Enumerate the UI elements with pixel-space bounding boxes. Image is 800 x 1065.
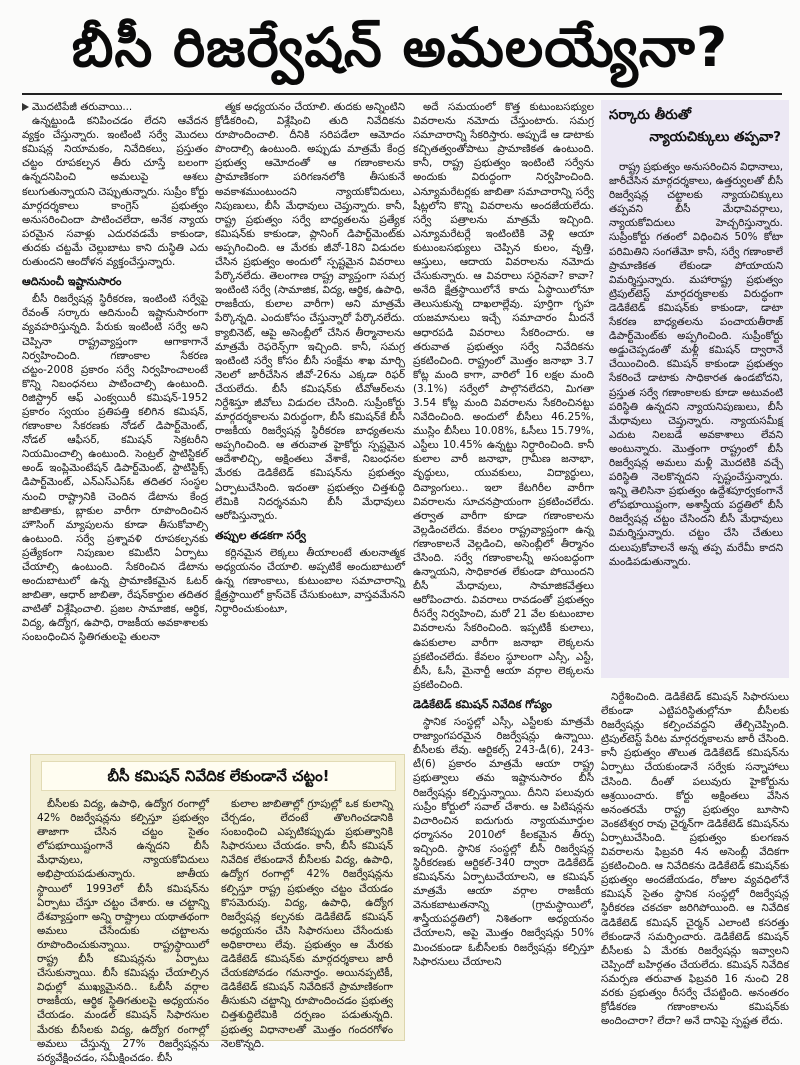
paragraph: కర్లినమైన లెక్కలు తీయాలంటే తులనాత్మక అధ్యయనం చేయాలి. అప్పటికే అందుబాటులో ఉన్న గణాంకాలు, కుటుంబాల సమాచారాన్ని క్షేత్రస్థాయిలో క్రాస్‌చెక్ చేసుకుంటూ, వాస్తవమేనని నిర్ధారించుకుంటూ, [215,546,405,616]
column-4 [601,690,789,1035]
headline-rule [22,93,782,95]
paragraph: అదే సమయంలో కొత్త కుటుంబసభ్యుల వివరాలను నమోదు చేస్తుంటారు. సమగ్ర సమాచారాన్ని సేకరిస్తారు. అప్పుడే ఆ డాటాకు కచ్చితత్వంతోపాటు ప్రామాణికత ఉంటుంది. కానీ, రాష్ట్ర ప్రభుత్వం ఇంటింటి సర్వేను అందుకు విరుద్ధంగా నిర్వహించింది. ఎన్యూమరేటర్లకు జాబితా సమాచారాన్ని సర్వే షీట్లలోని కొన్ని వివరాలను అందజేయలేదు. సర్వే పత్రాలను మాత్రమే ఇచ్చింది. ఎన్యూమరేటర్లే ఇంటింటికి వెళ్లి ఆయా కుటుంబసభ్యులు చెప్పిన కులం, వృత్తి, ఆస్తులు, ఆదాయ వివరాలను నమోదు చేసుకున్నారు. ఆ వివరాలు సరైనవా? కావా? అనేది క్షేత్రస్థాయిలోనే కాదు ఏస్థాయిలోనూ తెలుసుకున్న దాఖలాల్లేవు. పూర్తిగా గృహ యజమానులు ఇచ్చే సమాచారం మీదనే ఆధారపడి వివరాలు సేకరించారు. ఆ తరువాత ప్రభుత్వం సర్వే నివేదికను ప్రకటించింది. రాష్ట్రంలో మొత్తం జనాభా 3.7 కోట్ల మంది కాగా, వారిలో 16 లక్షల మంది (3.1%) సర్వేలో పాల్గొనలేదని, మిగతా 3.54 కోట్ల మంది వివరాలను సేకరించినట్టు నివేదించింది. అందులో బీసీలు 46.25%, ముస్లిం బీసీలు 10.08%, ఓసీలు 15.79%, ఎస్టీలు 10.45% ఉన్నట్టు నిర్ధారించింది. కానీ కులాల వారీ జనాభా, గ్రామీణ జనాభా, వృద్ధులు, యువకులు, విద్యార్థులు, దివ్యాంగులు.. ఇలా కేటగిరీల వారీగా వివరాలను సూచనప్రాయంగా ప్రకటించలేదు. తర్వాత వారీగా కూడా గణాంకాలను వెల్లడించలేదు. కేవలం రాష్ట్రవ్యాప్తంగా ఉన్న గణాంకాలనే వెల్లడించి, అసెంబ్లీలో తీర్మానం చేసింది. సర్వే గణాంకాలన్నీ అసంబద్ధంగా ఉన్నాయని, సాధికారత లేకుండా పోయిందని బీసీ మేధావులు, సామాజికవేత్తలు ఆరోపించారు. వివరాలు రావడంతో ప్రభుత్వం రీసర్వే నిర్వహించి, మరో 21 వేల కుటుంబాల వివరాలను సేకరించింది. ఇప్పటికీ కులాలు, ఉపకులాల వారీగా జనాభా లెక్కలను ప్రకటించలేదు. కేవలం స్థూలంగా ఎస్సీ, ఎస్టీ, బీసీ, ఓసీ, మైనార్టీ ఆయా వర్గాల లెక్కలను ప్రకటించింది. [413,101,594,691]
subheading: డెడికేటెడ్ కమిషన్ నివేదిక గోప్యం [413,697,552,711]
highlight-box [30,754,405,1064]
paragraph: నిర్దేశించింది. డెడికేటెడ్ కమిషన్ సిఫారసులు లేకుండా ఎట్టిపరిస్థితుల్లోనూ బీసీలకు రిజర్వేషన్లు కల్పించవద్దని తేల్చిచెప్పింది. ట్రిపుల్‌టెస్ట్ పేరిట మార్గదర్శకాలను జారీ చేసింది. కానీ ప్రభుత్వం తొలుత డెడికేటెడ్ కమిషన్‌ను ఏర్పాటు చేయకుండానే సర్వేకు సన్నాహాలు చేసింది. దీంతో పలువురు హైకోర్టును ఆశ్రయించారు. కోర్టు అక్షింతలు వేసిన అనంతరమే రాష్ట్ర ప్రభుత్వం బూసాని వెంకటేశ్వర రావు చైర్మన్‌గా డెడికేటెడ్ కమిషన్‌ను ఏర్పాటుచేసింది. ప్రభుత్వం కులగణన వివరాలను ఫిబ్రవరి 4న అసెంబ్లీ వేదికగా ప్రకటించింది. ఆ నివేదికను డెడికేటెడ్ కమిషన్‌కు ప్రభుత్వం అందజేయడం, రోజుల వ్యవధిలోనే కమిషన్ సైతం స్థానిక సంస్థల్లో రిజర్వేషన్ల స్థిరీకరణ చకచకా జరిగిపోయింది. ఆ నివేదిక డెడికేటెడ్ కమిషన్ చైర్మన్ ఎలాంటి కసరత్తు లేకుండానే సమర్పించారు. డెడికేటెడ్ కమిషన్ బీసీలకు ఏ మేరకు రిజర్వేషన్లు ఇవ్వాలని చెప్పిందో బహిర్గతం చేయలేదు. కమిషన్ నివేదిక సమర్పణ తరువాత ఫిబ్రవరి 16 నుంచి 28 వరకు ప్రభుత్వం రీసర్వే చేపట్టింది. అనంతరం క్రోడీకరణ గణాంకాలను కమిషన్‌కు అందించారా? లేదా? అనే దానిపై స్పష్టత లేదు. [601,691,790,1028]
paragraph: బీసీలకు విద్య, ఉపాధి, ఉద్యోగ రంగాల్లో 42% రిజర్వేషన్లను కల్పిస్తూ ప్రభుత్వం తాజాగా చేసిన చట్టం సైతం లోపభూయిష్టంగానే ఉన్నదని బీసీ మేధావులు, న్యాయకోవిదులు అభిప్రాయపడుతున్నారు. జాతీయ స్థాయిలో 1993లో బీసీ కమిషన్‌ను ఏర్పాటు చేస్తూ చట్టం చేశారు. ఆ చట్టాన్ని దేశవ్యాప్తంగా అన్ని రాష్ట్రాలు యథాతథంగా అమలు చేసేందుకు చట్టాలను రూపొందించుకున్నాయి. రాష్ట్రస్థాయిలో రాష్ట్ర బీసీ కమిషన్లను ఏర్పాటు చేసుకున్నాయి. బీసీ కమిషన్లు చేయాల్సిన విధుల్లో ముఖ్యమైనది.. ఓబీసీ వర్గాల రాజకీయ, ఆర్థిక స్థితిగతులపై అధ్యయనం చేయడం. మండల్ కమిషన్ సిఫారసుల మేరకు బీసీలకు విద్య, ఉద్యోగ రంగాల్లో అమలు చేస్తున్న 27% రిజర్వేషన్లను పర్యవేక్షించడం, సమీక్షించడం. బీసీ [37,798,209,1064]
paragraph: రాష్ట్ర ప్రభుత్వం అనుసరించిన విధానాలు, జారీచేసిన మార్గదర్శకాలు, ఉత్తర్వులతో బీసీ రిజర్వేషన్ల చట్టాలకు న్యాయచిక్కులు తప్పవని బీసీ మేధావివర్గాలు, న్యాయకోవిదులు హెచ్చరిస్తున్నారు. సుప్రీంకోర్టు గతంలో విధించిన 50% కోటా పరిమితిని సంగతేమో కానీ, సర్వే గణాంకాలే ప్రామాణికత లేకుండా పోయాయని విమర్శిస్తున్నారు. మహారాష్ట్ర ప్రభుత్వం ట్రిపుల్‌టెస్ట్ మార్గదర్శకాలకు విరుద్ధంగా డెడికేటెడ్ కమిషన్‌కు కాకుండా, డాటా సేకరణ బాధ్యతలను పంచాయతీరాజ్ డిపార్ట్‌మెంట్‌కు అప్పగించింది. సుప్రీంకోర్టు అడ్డుచెప్పడంతో మళ్లీ కమిషన్ ద్వారానే చేయించింది. కమిషన్ కాకుండా ప్రభుత్వం సేకరించే డాటాకు సాధికారత ఉండబోదని, ప్రస్తుత సర్వే గణాంకాలకు కూడా అటువంటి పరిస్థితి ఉన్నదని న్యాయనిపుణులు, బీసీ మేధావులు చెప్తున్నారు. న్యాయసమీక్ష ఎదుట నిలబడే అవకాశాలు లేవని అంటున్నారు. మొత్తంగా రాష్ట్రంలో బీసీ రిజర్వేషన్ల అమలు మళ్లీ మొదటికి వచ్చే పరిస్థితి నెలకొన్నదని స్పష్టంచేస్తున్నారు. ఇన్ని తెలిసినా ప్రభుత్వం ఉద్దేశపూర్వకంగానే లోపభూయిష్టంగా, అశాస్త్రీయ పద్ధతిలో బీసీ రిజర్వేషన్ల చట్టం చేసిందని బీసీ మేధావులు విమర్శిస్తున్నారు. చట్టం చేసి చేతులు దులుపుకోవాలనే అన్న తప్ప మరేమీ కాదని మండిపడుతున్నారు. [609,161,783,568]
box-title: బీసీ కమిషన్ నివేదిక లేకుండానే చట్టం! [41,761,396,791]
column-3 [413,100,594,1030]
arrow-icon [22,103,29,111]
paragraph: త్మక అధ్యయనం చేయాలి. తుదకు అన్నింటిని క్రోడీకరించి, విశ్లేషించి తుది నివేదికను రూపొందించాలి. దీనికి సరిపడేలా ఆమోదం పొందాల్సి ఉంటుంది. అప్పుడు మాత్రమే కేంద్ర ప్రభుత్వ ఆమోదంతో ఆ గణాంకాలను ప్రామాణికంగా పరిగణనలోకి తీసుకునే అవకాశముంటుందని న్యాయకోవిదులు, నిపుణులు, బీసీ మేధావులు చెప్తున్నారు. కానీ, రాష్ట్ర ప్రభుత్వం సర్వే బాధ్యతలను ప్రత్యేక కమిషన్‌కు కాకుండా, ప్లానింగ్ డిపార్ట్‌మెంట్‌కు అప్పగించింది. ఆ మేరకు జీవో-18ని విడుదల చేసిన ప్రభుత్వం అందులో స్పష్టమైన వివరాలు పేర్కొనలేదు. తెలంగాణ రాష్ట్ర వ్యాప్తంగా సమగ్ర ఇంటింటి సర్వే (సామాజిక, విద్య, ఆర్థిక, ఉపాధి, రాజకీయ, కులాల వారీగా) అని మాత్రమే పేర్కొన్నది. ఎందుకోసం చేస్తున్నారో పేర్కొనలేదు. క్యాబినెట్, ఆపై అసెంబ్లీలో చేసిన తీర్మానాలను మాత్రమే రెఫరెన్స్‌గా ఇచ్చింది. కానీ, సమగ్ర ఇంటింటి సర్వే కోసం బీసీ సంక్షేమ శాఖ మార్చి నెలలో జారీచేసిన జీవో-26ను ఎక్కడా రిఫర్ చేయలేదు. బీసీ కమిషన్‌కు టీవోఆర్‌లను నిర్దేశిస్తూ జీవోలు విడుదల చేసింది. సుప్రీంకోర్టు మార్గదర్శకాలను విరుద్ధంగా, బీసీ కమిషన్‌కే బీసీ రాజకీయ రిజర్వేషన్ల స్థిరీకరణ బాధ్యతలను అప్పగించింది. ఆ తరువాత హైకోర్టు స్పష్టమైన ఆదేశాలిచ్చి, అక్షింతలు వేశాకే, నిబంధనల మేరకు డెడికేటెడ్ కమిషన్‌ను ప్రభుత్వం ఏర్పాటుచేసింది. ఇదంతా ప్రభుత్వం చిత్తశుద్ధి లేమికి నిదర్శనమని బీసీ మేధావులు ఆరోపిస్తున్నారు. [215,101,405,522]
paragraph: ఉన్నట్టుండి కనిపించడం లేదని ఆవేదన వ్యక్తం చేస్తున్నారు. ఇంటింటి సర్వే మొదలు కమిషన్ల నియామకం, నివేదికలు, ప్రస్తుతం చట్టం రూపకల్పన తీరు చూస్తే బలంగా ఉన్నదనిపించి అమలుపై ఆశలు కలుగుతున్నాయని చెప్పుతున్నారు. సుప్రీం కోర్టు మార్గదర్శకాలు కాంగ్రెస్ ప్రభుత్వం అనుసరించిందా పాటించలేదా, అనేక న్యాయ పరమైన సవాళ్లు ఎదురవడమే కాకుండా, తుదకు చట్టమే చెల్లుబాటు కాని దుస్థితి ఎదు రుతుందని ఆందోళన వ్యక్తంచేస్తున్నారు. [22,115,208,269]
paragraph: స్థానిక సంస్థల్లో ఎస్సీ, ఎస్టీలకు మాత్రమే రాజ్యాంగపరమైన రిజర్వేషన్లు ఉన్నాయి. బీసీలకు లేవు. ఆర్టికల్స్ 243-డీ(6), 243-టీ(6) ప్రకారం మాత్రమే ఆయా రాష్ట్ర ప్రభుత్వాలు తమ ఇష్టానుసారం బీసీ రిజర్వేషన్లు కల్పిస్తున్నాయి. దీనిని పలువురు సుప్రీం కోర్టులో సవాల్ చేశారు. ఆ పిటిషన్లను విచారించిన ఐదుగురు న్యాయమూర్తుల ధర్మాసనం 2010లో కీలకమైన తీర్పు ఇచ్చింది. స్థానిక సంస్థల్లో బీసీ రిజర్వేషన్ల స్థిరీకరణకు ఆర్టికల్-340 ద్వారా డెడికేటెడ్ కమిషన్‌ను ఏర్పాటుచేయాలని, ఆ కమిషన్ మాత్రమే ఆయా వర్గాల రాజకీయ వెనుకబాటుతనాన్ని (గ్రామస్థాయిలో, శాస్త్రీయపద్ధతిలో) నిశితంగా అధ్యయనం చేయాలని, అపై మొత్తం రిజర్వేషన్లు 50% మించకుండా ఓబీసీలకు రిజర్వేషన్లు కల్పిస్తూ సిఫారసులు చేయాలని [413,716,594,968]
headline: బీసీ రిజర్వేషన్ అమలయ్యేనా? [71,16,729,79]
box-column-left [37,797,209,1064]
paragraph: కులాల జాబితాల్లో గ్రూపుల్లో ఒక కులాన్ని చేర్చడం, లేదంటే తొలగించడానికి సంబంధించి ఎప్పటికప్పుడు ప్రభుత్వానికి సిఫారసులు చేయడం. కానీ, బీసీ కమిషన్ నివేదిక లేకుండానే బీసీలకు విద్య, ఉపాధి, ఉద్యోగ రంగాల్లో 42% రిజర్వేషన్లను కల్పిస్తూ రాష్ట్ర ప్రభుత్వం చట్టం చేయడం కొసమెరుపు. విద్య, ఉపాధి, ఉద్యోగ రిజర్వేషన్ల కల్పనకు డెడికేటెడ్ కమిషన్ అధ్యయనం చేసి సిఫారసులు చేసేందుకు అధికారాలు లేవు. ప్రభుత్వం ఆ మేరకు డెడికేటెడ్ కమిషన్‌కు మార్గదర్శకాలు జారీ చేయకపోవడం గమనార్హం. అయినప్పటికీ, డెడికేటెడ్ కమిషన్ నివేదికనే ప్రామాణికంగా తీసుకుని చట్టాన్ని రూపొందించడం ప్రభుత్వ చిత్తశుద్ధిలేమికి దర్పణం పడుతున్నది. ప్రభుత్వ విధానాలతో మొత్తం గందరగోళం నెలకొన్నది. [221,798,393,1050]
continued-kicker: మొదటిపేజీ తరువాయి... [22,100,208,114]
sidebar-title: సర్కారు తీరుతో న్యాయచిక్కులు తప్పవా? [609,107,781,145]
sidebar-body [609,160,783,672]
subheading: ఆదినుంచీ ఇష్టానుసారం [22,275,122,289]
box-column-right [221,797,393,1050]
paragraph: బీసీ రిజర్వేషన్ల స్థిరీకరణ, ఇంటింటి సర్వేపై రేవంత్ సర్కారు ఆదినుంచీ ఇష్టానుసారంగా వ్యవహరిస్తున్నది. పేరుకు ఇంటింటి సర్వే అని చెప్పినా రాష్ట్రవ్యాప్తంగా ఆగాకాగానే నిర్వహించింది. గణాంకాల సేకరణ చట్టం-2008 ప్రకారం సర్వే నిర్వహించాలంటే కొన్ని నిబంధనలు పాటించాల్సి ఉంటుంది. రిజిస్ట్రార్ ఆఫ్ ఎంక్వయిరీ కమిషన్-1952 ప్రకారం స్వయం ప్రతిపత్తి కలిగిన కమిషన్, గణాంకాల సేకరణకు నోడల్ డిపార్ట్‌మెంట్, నోడల్ ఆఫీసర్, కమిషన్ సెక్రటరీని నియమించాల్సి ఉంటుంది. సెంట్రల్ స్టాటిస్టికల్ అండ్ ఇంప్లిమెంటేషన్ డిపార్ట్‌మెంట్, స్టాటిస్టిక్స్ డిపార్ట్‌మెంట్, ఎన్ఎస్ఎస్ఓ తదితర సంస్థల నుంచి రాష్ట్రానికి చెందిన డేటాను కేంద్ర జాబితాకు, బ్లాకుల వారీగా రూపొందించిన హౌసింగ్ మ్యాపులను కూడా తీసుకోవాల్సి ఉంటుంది. సర్వే ప్రశ్నావళి రూపకల్పనకు ప్రత్యేకంగా నిపుణుల కమిటీని ఏర్పాటు చేయాల్సి ఉంటుంది. సేకరించిన డేటాను అందుబాటులో ఉన్న ప్రామాణికమైన ఓటర్ జాబితా, ఆధార్ జాబితా, రేషన్‌కార్డుల తదితర వాటితో విశ్లేషించాలి. ప్రజల సామాజిక, ఆర్థిక, విద్య, ఉద్యోగ, ఉపాధి, రాజకీయ అవకాశాలకు సంబంధించిన స్థితిగతులపై తులనా [22,293,208,644]
sidebar-box [601,100,789,678]
column-2 [215,100,405,748]
subheading: తప్పుల తడకగా సర్వే [215,528,306,542]
column-1 [22,100,208,748]
